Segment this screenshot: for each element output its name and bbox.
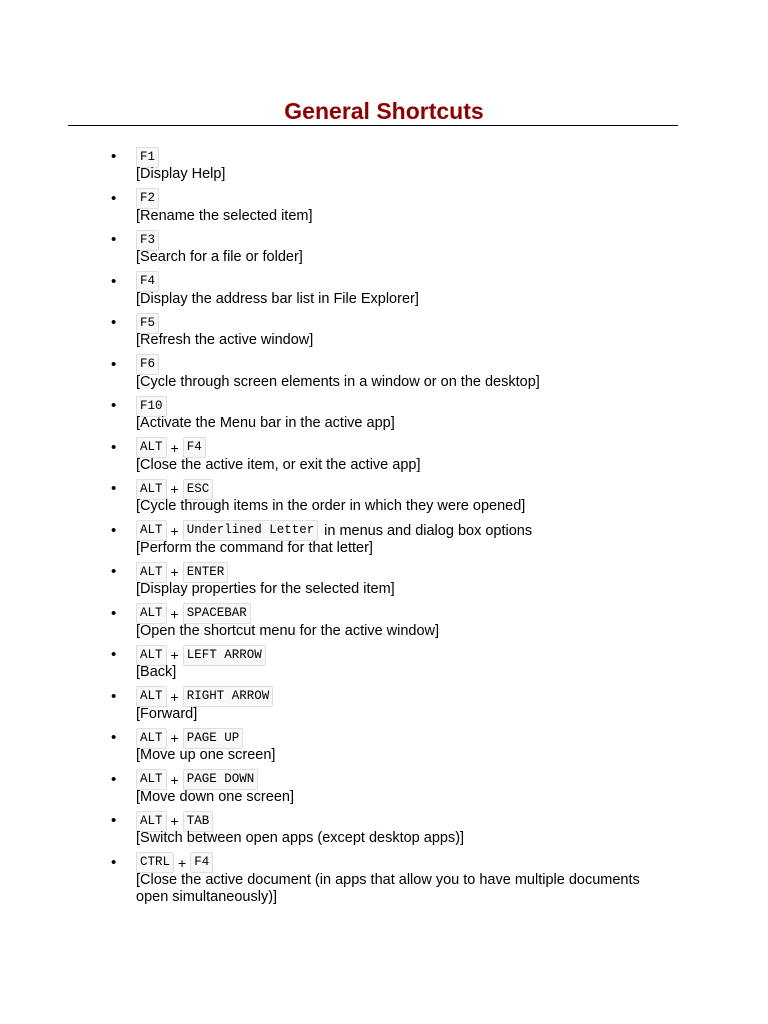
list-item	[0, 228, 768, 270]
key-combination	[136, 726, 668, 748]
keyboard-key: F4	[183, 437, 206, 458]
plus-separator: +	[170, 522, 179, 539]
shortcut-description: [Open the shortcut menu for the active window]	[136, 622, 440, 639]
list-item	[0, 353, 768, 395]
key-context-text: in menus and dialog box options	[324, 522, 533, 539]
bullet-icon: •	[111, 231, 117, 248]
keyboard-key: F4	[136, 271, 159, 292]
shortcut-description: [Cycle through items in the order in which they were opened]	[136, 498, 526, 514]
keyboard-key: ALT	[136, 520, 167, 541]
key-combination	[136, 768, 668, 790]
bullet-icon: •	[111, 812, 117, 829]
list-item	[0, 477, 768, 519]
list-item	[0, 145, 768, 187]
keyboard-key: ALT	[136, 479, 167, 500]
key-combination	[136, 560, 668, 582]
keyboard-key: ALT	[136, 686, 167, 707]
list-item	[0, 436, 768, 478]
list-item	[0, 685, 768, 727]
shortcut-list	[0, 145, 768, 910]
key-combination	[136, 477, 668, 499]
shortcut-description: [Refresh the active window]	[136, 332, 314, 348]
key-combination	[136, 228, 668, 250]
key-combination	[136, 519, 668, 541]
keyboard-key: F5	[136, 313, 159, 334]
keyboard-key: ALT	[136, 437, 167, 458]
keyboard-key: PAGE DOWN	[183, 769, 259, 790]
bullet-icon: •	[111, 438, 117, 456]
shortcut-description: [Display Help]	[136, 166, 226, 182]
shortcut-description: [Forward]	[136, 705, 198, 722]
key-combination	[136, 809, 668, 831]
key-combination	[136, 311, 668, 333]
keyboard-key: F4	[190, 852, 213, 873]
key-combination	[136, 851, 668, 873]
bullet-icon: •	[111, 148, 117, 165]
bullet-icon: •	[111, 729, 117, 746]
key-combination	[136, 394, 668, 416]
keyboard-key: ALT	[136, 769, 167, 790]
bullet-icon: •	[111, 397, 117, 414]
keyboard-key: SPACEBAR	[183, 603, 251, 624]
bullet-icon: •	[111, 272, 117, 290]
keyboard-key: ALT	[136, 728, 167, 749]
shortcut-description: [Display the address bar list in File Explorer]	[136, 290, 419, 307]
plus-separator: +	[170, 688, 179, 705]
list-item	[0, 394, 768, 436]
key-combination	[136, 145, 668, 167]
keyboard-key: LEFT ARROW	[183, 645, 266, 666]
keyboard-key: ALT	[136, 562, 167, 583]
plus-separator: +	[170, 730, 179, 747]
plus-separator: +	[170, 605, 179, 622]
bullet-icon: •	[111, 646, 117, 663]
list-item	[0, 311, 768, 353]
plus-separator: +	[170, 771, 179, 788]
list-item	[0, 851, 768, 910]
keyboard-key: ALT	[136, 645, 167, 666]
list-item	[0, 726, 768, 768]
bullet-icon: •	[111, 521, 117, 539]
plus-separator: +	[178, 854, 187, 871]
shortcut-description: [Move down one screen]	[136, 788, 294, 805]
bullet-icon: •	[111, 563, 117, 580]
title-divider	[68, 125, 678, 126]
plus-separator: +	[170, 813, 179, 830]
shortcut-description: [Switch between open apps (except desktop apps)]	[136, 830, 465, 846]
key-combination	[136, 187, 668, 209]
list-item	[0, 809, 768, 851]
list-item	[0, 270, 768, 312]
bullet-icon: •	[111, 770, 117, 788]
keyboard-key: F10	[136, 396, 167, 417]
bullet-icon: •	[111, 604, 117, 622]
key-combination	[136, 602, 668, 624]
plus-separator: +	[170, 647, 179, 664]
shortcut-description: [Back]	[136, 664, 177, 680]
key-combination	[136, 685, 668, 707]
shortcut-description: [Display properties for the selected item]	[136, 581, 395, 597]
keyboard-key: ENTER	[183, 562, 229, 583]
list-item	[0, 602, 768, 644]
plus-separator: +	[170, 564, 179, 581]
keyboard-key: F2	[136, 188, 159, 209]
list-item	[0, 643, 768, 685]
shortcut-description: [Rename the selected item]	[136, 207, 313, 224]
shortcut-description: [Perform the command for that letter]	[136, 539, 373, 556]
list-item	[0, 519, 768, 561]
shortcut-description: [Activate the Menu bar in the active app]	[136, 415, 395, 431]
bullet-icon: •	[111, 687, 117, 705]
list-item	[0, 560, 768, 602]
keyboard-key: F6	[136, 354, 159, 375]
keyboard-key: TAB	[183, 811, 214, 832]
keyboard-key: RIGHT ARROW	[183, 686, 274, 707]
bullet-icon: •	[111, 480, 117, 497]
bullet-icon: •	[111, 853, 117, 871]
shortcut-description: [Cycle through screen elements in a window or on the desktop]	[136, 373, 540, 390]
bullet-icon: •	[111, 314, 117, 331]
shortcut-description: [Close the active document (in apps that allow you to have multiple documents open simultaneously)]	[136, 871, 640, 905]
list-item	[0, 187, 768, 229]
key-combination	[136, 353, 668, 375]
keyboard-key: Underlined Letter	[183, 520, 319, 541]
key-combination	[136, 436, 668, 458]
keyboard-key: F1	[136, 147, 159, 168]
list-item	[0, 768, 768, 810]
shortcut-description: [Search for a file or folder]	[136, 249, 303, 265]
plus-separator: +	[170, 439, 179, 456]
bullet-icon: •	[111, 355, 117, 373]
key-combination	[136, 643, 668, 665]
plus-separator: +	[170, 481, 179, 498]
shortcut-description: [Move up one screen]	[136, 747, 276, 763]
keyboard-key: F3	[136, 230, 159, 251]
shortcut-description: [Close the active item, or exit the active app]	[136, 456, 421, 473]
keyboard-key: ALT	[136, 811, 167, 832]
page-title: General Shortcuts	[284, 98, 484, 124]
bullet-icon: •	[111, 189, 117, 207]
keyboard-key: ESC	[183, 479, 214, 500]
keyboard-key: CTRL	[136, 852, 174, 873]
keyboard-key: ALT	[136, 603, 167, 624]
keyboard-key: PAGE UP	[183, 728, 244, 749]
key-combination	[136, 270, 668, 292]
